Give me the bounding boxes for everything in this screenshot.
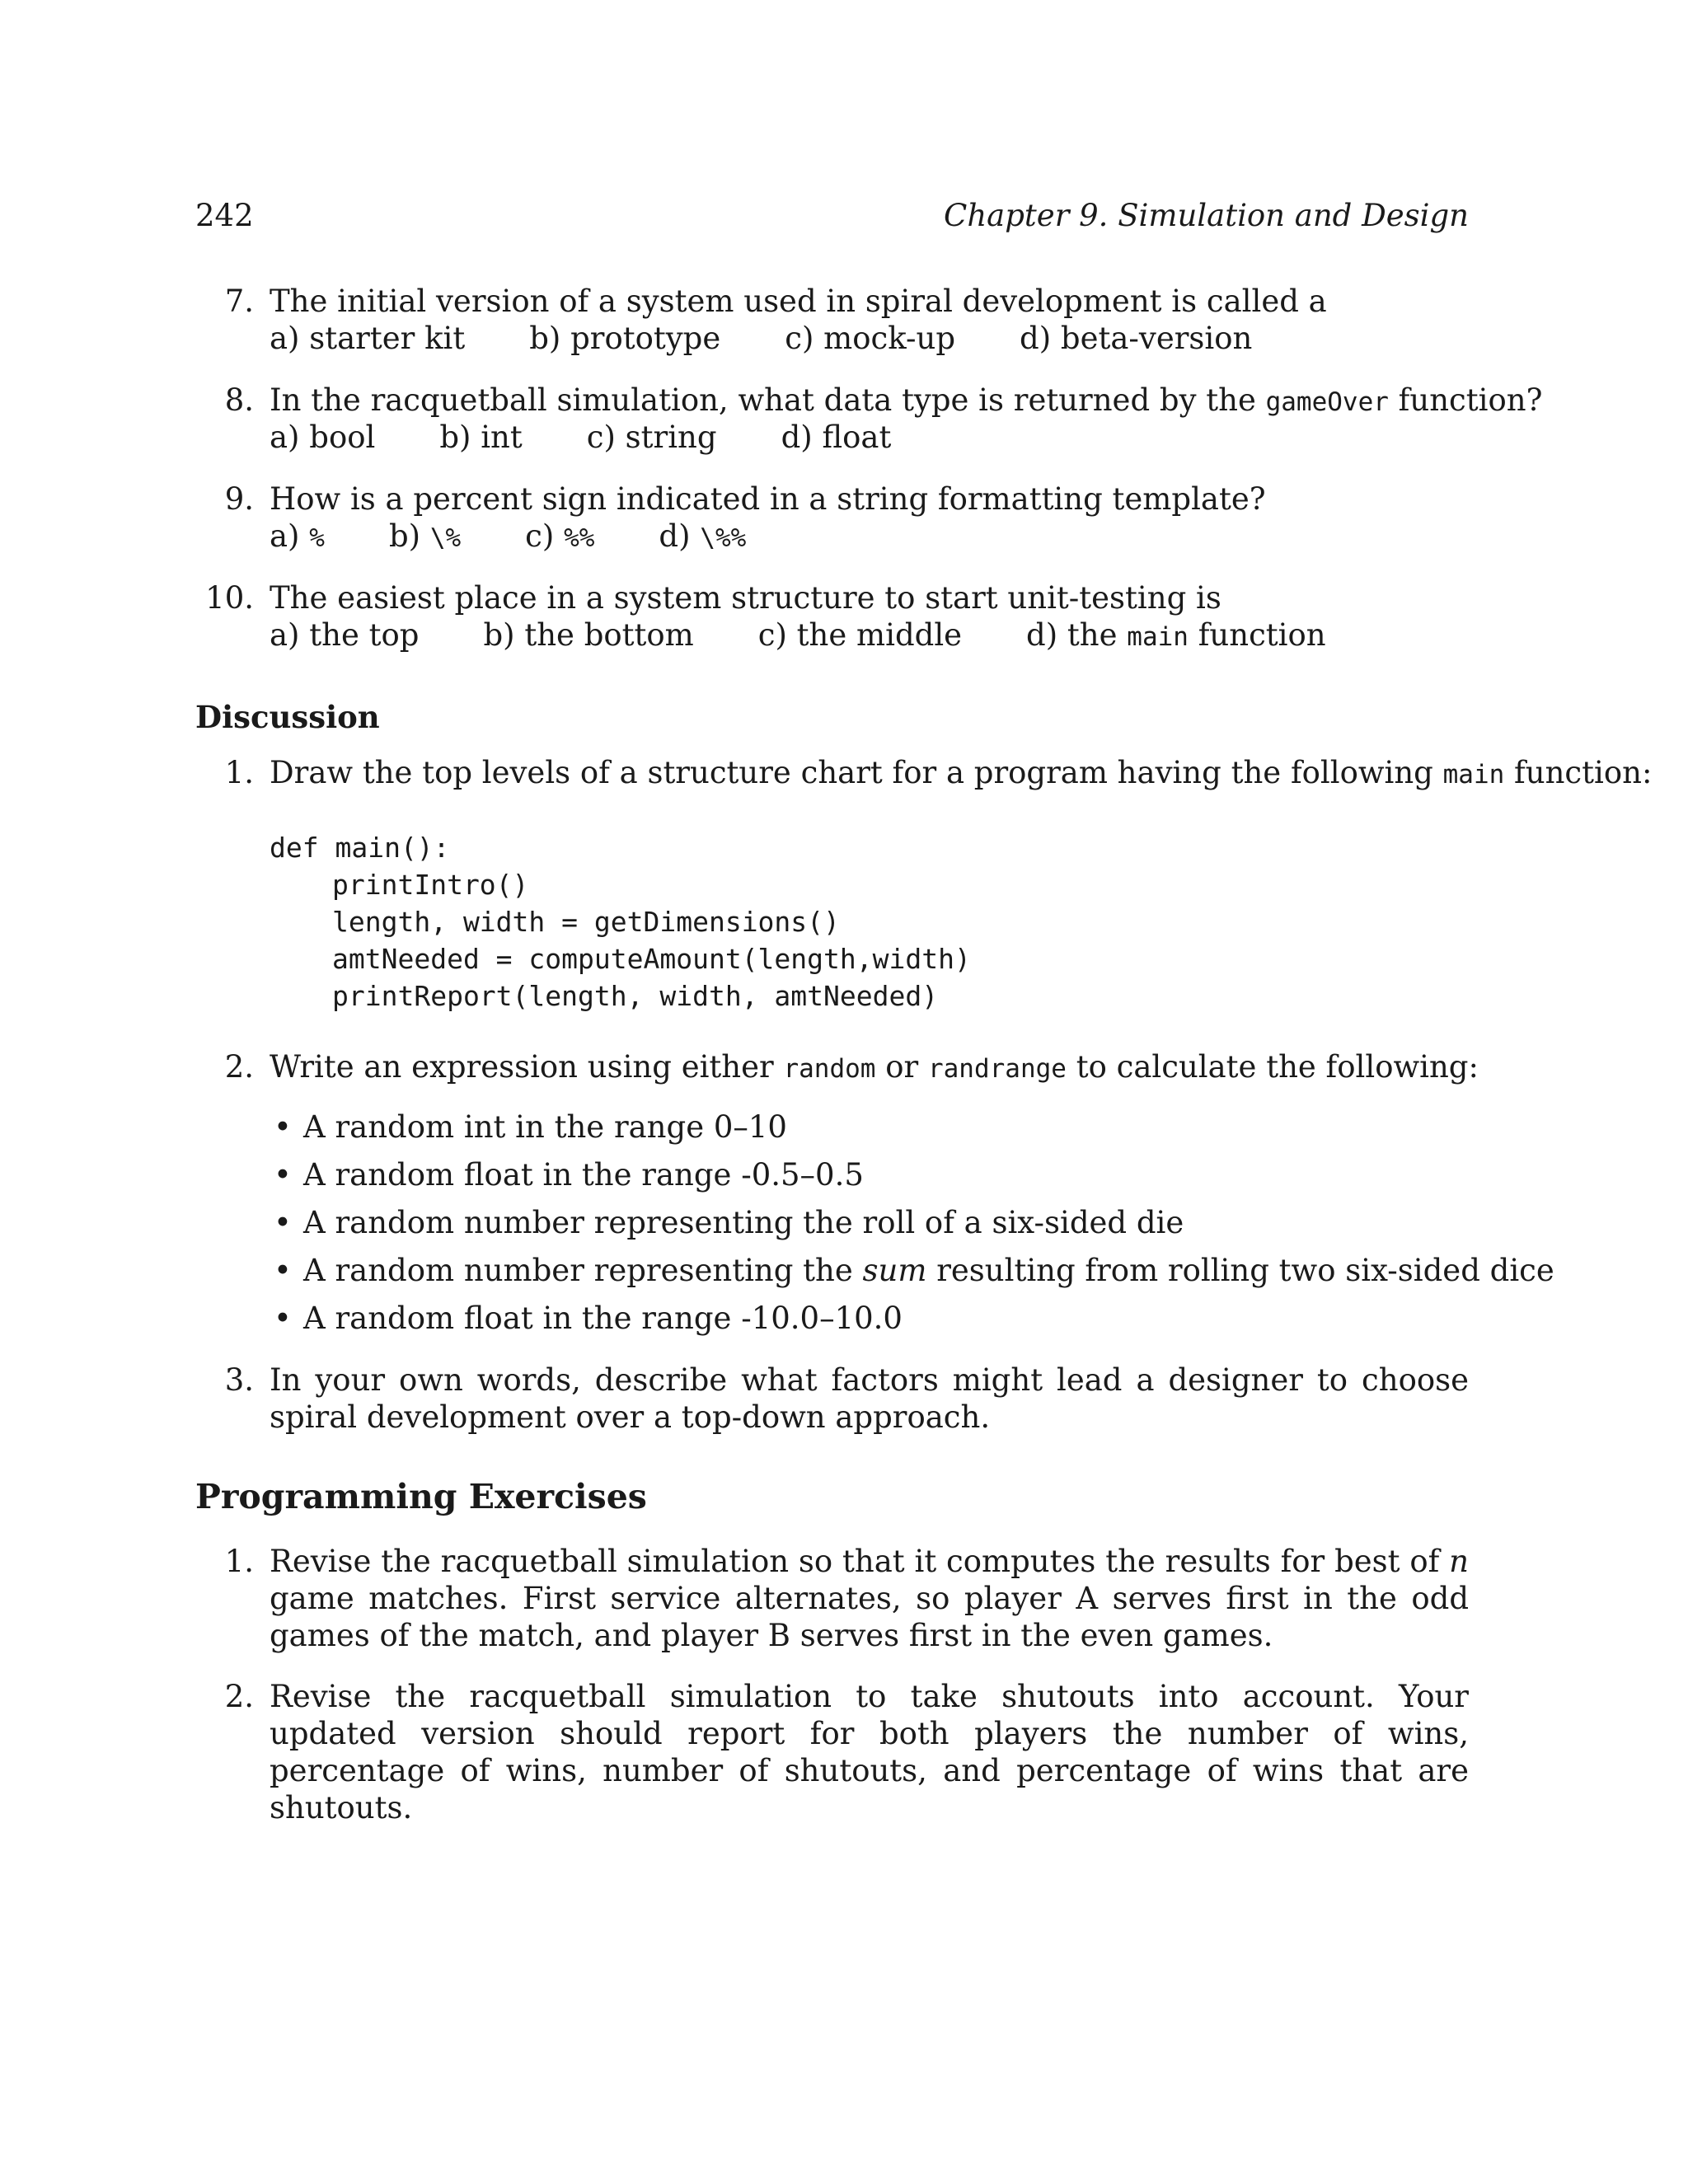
- answer-options: [270, 320, 1316, 357]
- item-number: 7.: [224, 284, 254, 319]
- running-head: [195, 198, 1469, 239]
- option-code: \%: [429, 523, 462, 553]
- item-text: [270, 1048, 1479, 1088]
- quiz-item-10: [195, 579, 1469, 654]
- item-number: 2.: [224, 1679, 254, 1714]
- bullet-text: A random number representing the roll of a six-sided die: [303, 1205, 1184, 1240]
- discussion-item-2: [195, 1048, 1479, 1085]
- programming-item-2: [195, 1678, 1469, 1825]
- list-item: [274, 1253, 1554, 1288]
- option-d: [659, 518, 746, 557]
- code-gameover: gameOver: [1265, 387, 1389, 417]
- bullet-icon: •: [274, 1205, 292, 1240]
- option-b: b) the bottom: [483, 617, 694, 653]
- option-a: a) the top: [270, 617, 420, 653]
- bullet-text: resulting from rolling two six-sided dice: [926, 1253, 1554, 1288]
- option-c: c) string: [586, 419, 717, 455]
- text: game matches. First service alternates, so player A serves first in the odd games of the match, and player B serves first in the even games.: [270, 1581, 1469, 1653]
- discussion-item-1: [195, 754, 1653, 791]
- answer-options: [270, 419, 955, 456]
- item-number: 1.: [224, 755, 254, 790]
- option-a: a) starter kit: [270, 321, 466, 356]
- question-stem: The easiest place in a system structure to start unit-testing is: [270, 580, 1221, 616]
- bullet-text: A random int in the range 0–10: [303, 1109, 787, 1145]
- item-text: [270, 1543, 1469, 1654]
- list-item: [274, 1109, 787, 1145]
- quiz-item-9: [195, 480, 1469, 555]
- option-label: c): [525, 518, 565, 554]
- answer-options: [270, 616, 1390, 656]
- text: to calculate the following:: [1066, 1049, 1479, 1085]
- option-label: a): [270, 518, 310, 554]
- discussion-item-3: [195, 1361, 1469, 1436]
- list-item: [274, 1205, 1184, 1240]
- option-code: \%%: [700, 523, 747, 553]
- code-line: printReport(length, width, amtNeeded): [332, 980, 939, 1012]
- code-line: def main():: [270, 832, 450, 864]
- question-stem: How is a percent sign indicated in a string formatting template?: [270, 481, 1266, 517]
- code-main: main: [1442, 760, 1505, 790]
- list-item: [274, 1301, 903, 1336]
- item-text: In your own words, describe what factors might lead a designer to choose spiral development over a top-down approach.: [270, 1362, 1469, 1435]
- code-line: printIntro(): [332, 869, 529, 901]
- option-d: d) beta-version: [1020, 321, 1253, 356]
- code-line: amtNeeded = computeAmount(length,width): [332, 943, 971, 975]
- bullet-icon: •: [274, 1253, 292, 1288]
- option-label: b): [388, 518, 430, 554]
- option-b: [389, 518, 461, 557]
- item-number: 1.: [224, 1544, 254, 1579]
- option-d: d) float: [781, 419, 892, 455]
- text: or: [875, 1049, 928, 1085]
- emphasis-sum: sum: [862, 1253, 927, 1288]
- code-random: random: [783, 1054, 876, 1084]
- code-block: [270, 829, 971, 1015]
- text: Draw the top levels of a structure chart for a program having the following: [270, 755, 1443, 790]
- programming-exercises-heading: Programming Exercises: [195, 1477, 647, 1516]
- bullet-icon: •: [274, 1301, 292, 1336]
- chapter-title: Chapter 9. Simulation and Design: [944, 198, 1469, 233]
- item-text: Revise the racquetball simulation to take shutouts into account. Your updated version should report for both players the number of wins, percentage of wins, number of shutouts, and percentage of wins that are shutouts.: [270, 1679, 1469, 1825]
- option-c: [525, 518, 594, 557]
- discussion-heading: Discussion: [195, 699, 380, 735]
- page-number: 242: [195, 198, 254, 233]
- answer-options: [270, 518, 810, 557]
- option-a: a) bool: [270, 419, 376, 455]
- bullet-text: A random float in the range -10.0–10.0: [303, 1301, 903, 1336]
- item-number: 3.: [224, 1362, 254, 1398]
- item-number: 2.: [224, 1049, 254, 1085]
- option-code: %%: [564, 523, 595, 553]
- option-d: [1026, 616, 1326, 656]
- code-line: length, width = getDimensions(): [332, 906, 840, 938]
- list-item: [274, 1157, 864, 1193]
- option-text: function: [1188, 617, 1326, 653]
- option-c: c) mock-up: [785, 321, 956, 356]
- bullet-icon: •: [274, 1157, 292, 1193]
- item-number: 8.: [224, 382, 254, 418]
- text: Write an expression using either: [270, 1049, 784, 1085]
- item-number: 9.: [224, 481, 254, 517]
- bullet-text: A random float in the range -0.5–0.5: [303, 1157, 864, 1193]
- question-stem: [270, 382, 1542, 421]
- quiz-item-7: [195, 283, 1469, 357]
- option-text: d) the: [1026, 617, 1128, 653]
- option-label: d): [659, 518, 701, 554]
- option-c: c) the middle: [757, 617, 963, 653]
- option-b: b) prototype: [529, 321, 721, 356]
- item-number: 10.: [205, 580, 254, 616]
- code-main: main: [1127, 622, 1189, 652]
- math-variable-n: n: [1449, 1544, 1469, 1579]
- text: function:: [1504, 755, 1653, 790]
- bullet-text: A random number representing the: [303, 1253, 863, 1288]
- option-a: [270, 518, 325, 557]
- stem-text: In the racquetball simulation, what data type is returned by the: [270, 382, 1266, 418]
- item-text: [270, 754, 1653, 794]
- option-b: b) int: [439, 419, 523, 455]
- programming-item-1: [195, 1543, 1469, 1654]
- text: Revise the racquetball simulation so that it computes the results for best of: [270, 1544, 1450, 1579]
- bullet-icon: •: [274, 1109, 292, 1145]
- stem-text: function?: [1388, 382, 1543, 418]
- question-stem: The initial version of a system used in spiral development is called a: [270, 284, 1327, 319]
- option-code: %: [309, 523, 325, 553]
- quiz-item-8: [195, 382, 1543, 456]
- code-randrange: randrange: [927, 1054, 1067, 1084]
